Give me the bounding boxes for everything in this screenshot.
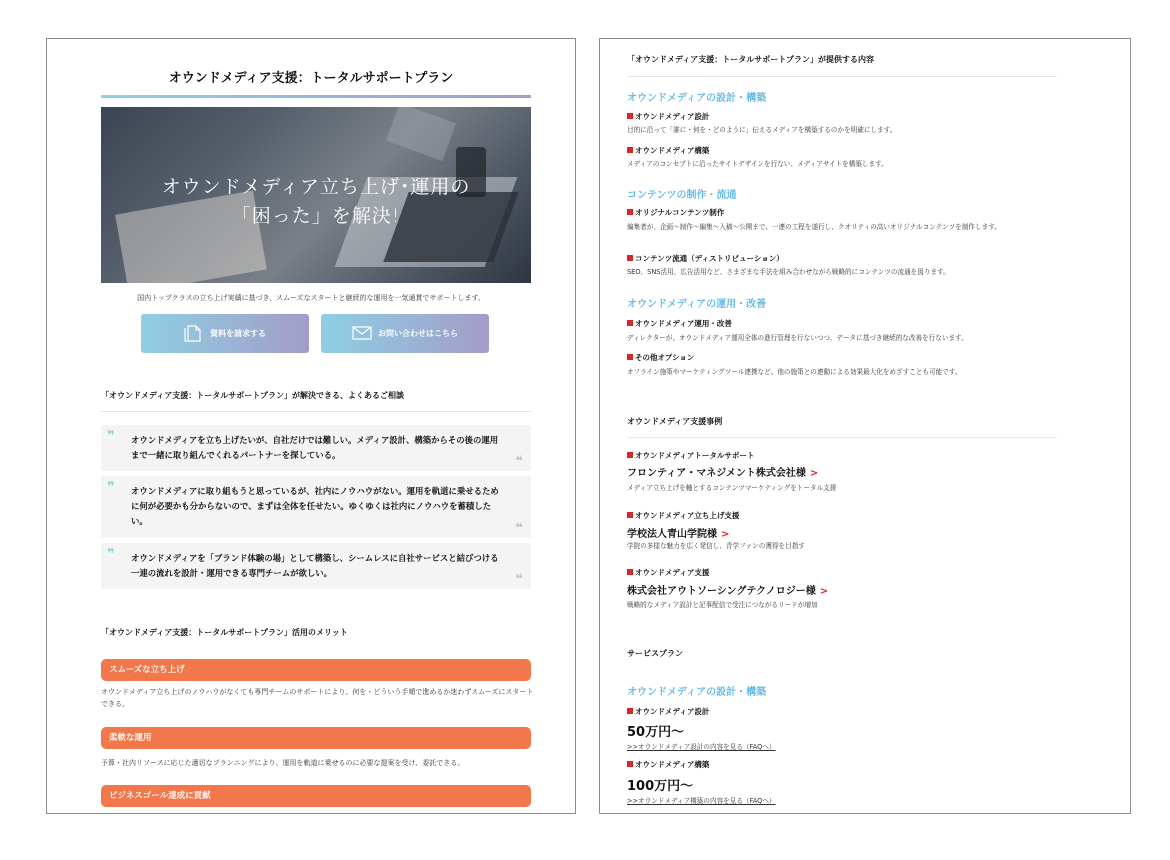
item-title-text: オリジナルコンテンツ制作	[635, 208, 725, 217]
case-label	[627, 567, 709, 578]
item-title	[627, 318, 732, 329]
category-title: コンテンツの制作・流通	[627, 190, 737, 201]
document-icon	[184, 324, 204, 344]
quote-open-icon: ❞	[107, 547, 115, 562]
case-label	[627, 450, 754, 461]
offer-heading: 「オウンドメディア支援：トータルサポートプラン」が提供する内容	[627, 55, 875, 64]
merit-text: 予算・社内リソースに応じた適切なプランニングにより、運用を軌道に乗せるのに必要な提案を受け、委託できる。	[101, 759, 465, 767]
plan-faq-link[interactable]: >>オウンドメディア設計の内容を見る（FAQへ）	[627, 743, 776, 751]
case-description: 学院の多様な魅力を広く発信し、青学ファンの獲得を目指す	[627, 542, 805, 550]
item-description: オフライン施策やマーケティングツール連携など、他の施策との連動による効果最大化をめざすことも可能です。	[627, 368, 962, 376]
merit-heading: 「オウンドメディア支援：トータルサポートプラン」活用のメリット	[101, 628, 348, 637]
item-title	[627, 352, 694, 363]
red-square-marker	[627, 708, 633, 714]
case-company-link[interactable]	[627, 582, 828, 597]
plan-title	[627, 759, 709, 770]
red-square-marker	[627, 255, 633, 261]
red-square-marker	[627, 147, 633, 153]
item-title-text: コンテンツ流通（ディストリビューション）	[635, 254, 784, 263]
case-company-link[interactable]	[627, 464, 818, 479]
case-company-name: 株式会社アウトソーシングテクノロジー様	[627, 586, 816, 597]
item-title	[627, 111, 709, 122]
quote-close-icon: ❝	[515, 454, 523, 469]
quote-text: オウンドメディアを「ブランド体験の場」として構築し、シームレスに自社サービスと結びつける一連の流れを設計・運用できる専門チームが欲しい。	[131, 553, 499, 578]
plan-title-text: オウンドメディア構築	[635, 760, 710, 769]
case-label-text: オウンドメディアトータルサポート	[635, 451, 755, 460]
plan-price: 50万円〜	[627, 725, 685, 740]
quote-open-icon: ❞	[107, 429, 115, 444]
case-label-text: オウンドメディア支援	[635, 568, 710, 577]
chevron-right-icon: >	[809, 468, 819, 479]
plan-title	[627, 706, 709, 717]
item-title-text: オウンドメディア設計	[635, 112, 710, 121]
plan-faq-link[interactable]: >>オウンドメディア構築の内容を見る（FAQへ）	[627, 797, 776, 805]
red-square-marker	[627, 320, 633, 326]
plan-price: 100万円〜	[627, 779, 694, 794]
red-square-marker	[627, 452, 633, 458]
quote-text: オウンドメディアを立ち上げたいが、自社だけでは難しい。メディア設計、構築からその後の運用まで一緒に取り組んでくれるパートナーを探している。	[131, 435, 499, 460]
item-description: SEO、SNS活用、広告活用など、さまざまな手法を組み合わせながら戦略的にコンテンツの流通を図ります。	[627, 268, 950, 276]
merit-title-bar: 柔軟な運用	[101, 727, 531, 749]
section-divider	[627, 76, 1057, 77]
right-page-panel	[599, 38, 1131, 814]
case-label	[627, 510, 739, 521]
item-title-text: オウンドメディア構築	[635, 146, 710, 155]
item-title-text: オウンドメディア運用・改善	[635, 319, 732, 328]
merit-text: オウンドメディア立ち上げのノウハウがなくても専門チームのサポートにより、何を・どういう手順で進めるか迷わずスムーズにスタートできる。	[101, 688, 534, 708]
red-square-marker	[627, 113, 633, 119]
quote-card	[101, 543, 531, 589]
hero-headline	[101, 173, 531, 231]
quote-text: オウンドメディアに取り組もうと思っているが、社内にノウハウがない。運用を軌道に乗せるために何が必要かも分からないので、まずは全体を任せたい。ゆくゆくは社内にノウハウを蓄積したい。	[131, 486, 499, 526]
case-description: 戦略的なメディア設計と記事配信で受注につながるリードが増加	[627, 601, 818, 609]
case-company-link[interactable]	[627, 525, 729, 540]
item-title	[627, 145, 709, 156]
plan-title-text: オウンドメディア設計	[635, 707, 710, 716]
item-title	[627, 253, 784, 264]
category-title: オウンドメディアの運用・改善	[627, 299, 767, 310]
consult-heading: 「オウンドメディア支援：トータルサポートプラン」が解決できる、よくあるご相談	[101, 391, 405, 400]
item-title	[627, 207, 724, 218]
quote-card	[101, 425, 531, 471]
item-title-text: その他オプション	[635, 353, 695, 362]
hero-subtext: 国内トップクラスの立ち上げ実績に基づき、スムーズなスタートと継続的な運用を一気通貫でサポートします。	[137, 294, 485, 302]
request-document-button[interactable]	[141, 314, 309, 353]
item-description: 編集者が、企画〜制作〜編集〜入稿〜公開まで、一連の工程を遂行し、クオリティの高いオリジナルコンテンツを制作します。	[627, 223, 1001, 231]
quote-open-icon: ❞	[107, 480, 115, 495]
case-company-name: 学校法人青山学院様	[627, 529, 717, 540]
red-square-marker	[627, 209, 633, 215]
case-label-text: オウンドメディア立ち上げ支援	[635, 511, 740, 520]
hero-line-2: 「困った」を解決!	[231, 205, 401, 227]
item-description: ディレクターが、オウンドメディア運用全体の進行管理を行ないつつ、データに基づき継続的な改善を行ないます。	[627, 334, 968, 342]
left-page-panel	[46, 38, 576, 814]
mail-icon	[352, 324, 372, 344]
quote-card	[101, 476, 531, 538]
category-title: オウンドメディアの設計・構築	[627, 687, 767, 698]
category-title: オウンドメディアの設計・構築	[627, 93, 767, 104]
merit-title-bar: ビジネスゴール達成に貢献	[101, 785, 531, 807]
item-description: 目的に沿って「誰に・何を・どのように」伝えるメディアを構築するのかを明確にします。	[627, 126, 897, 134]
plan-heading: サービスプラン	[627, 649, 683, 658]
contact-button[interactable]	[321, 314, 489, 353]
item-description: メディアのコンセプトに沿ったサイトデザインを行ない、メディアサイトを構築します。	[627, 160, 888, 168]
hero-decor	[386, 107, 456, 161]
quote-close-icon: ❝	[515, 572, 523, 587]
quote-close-icon: ❝	[515, 521, 523, 536]
case-company-name: フロンティア・マネジメント株式会社様	[627, 468, 806, 479]
red-square-marker	[627, 354, 633, 360]
section-divider	[101, 411, 531, 412]
cases-heading: オウンドメディア支援事例	[627, 417, 723, 426]
section-divider	[627, 437, 1057, 438]
title-underline	[101, 95, 531, 98]
page-title: オウンドメディア支援：トータルサポートプラン	[168, 71, 454, 86]
chevron-right-icon: >	[721, 529, 730, 540]
merit-title-bar: スムーズな立ち上げ	[101, 659, 531, 681]
request-document-label: 資料を請求する	[210, 329, 266, 338]
contact-label: お問い合わせはこちら	[378, 329, 458, 338]
chevron-right-icon: >	[819, 586, 829, 597]
red-square-marker	[627, 512, 633, 518]
red-square-marker	[627, 569, 633, 575]
hero-line-1: オウンドメディア立ち上げ･運用の	[161, 176, 471, 198]
red-square-marker	[627, 761, 633, 767]
hero-banner	[101, 107, 531, 283]
case-description: メディア立ち上げを軸とするコンテンツマーケティングをトータル支援	[627, 484, 837, 492]
